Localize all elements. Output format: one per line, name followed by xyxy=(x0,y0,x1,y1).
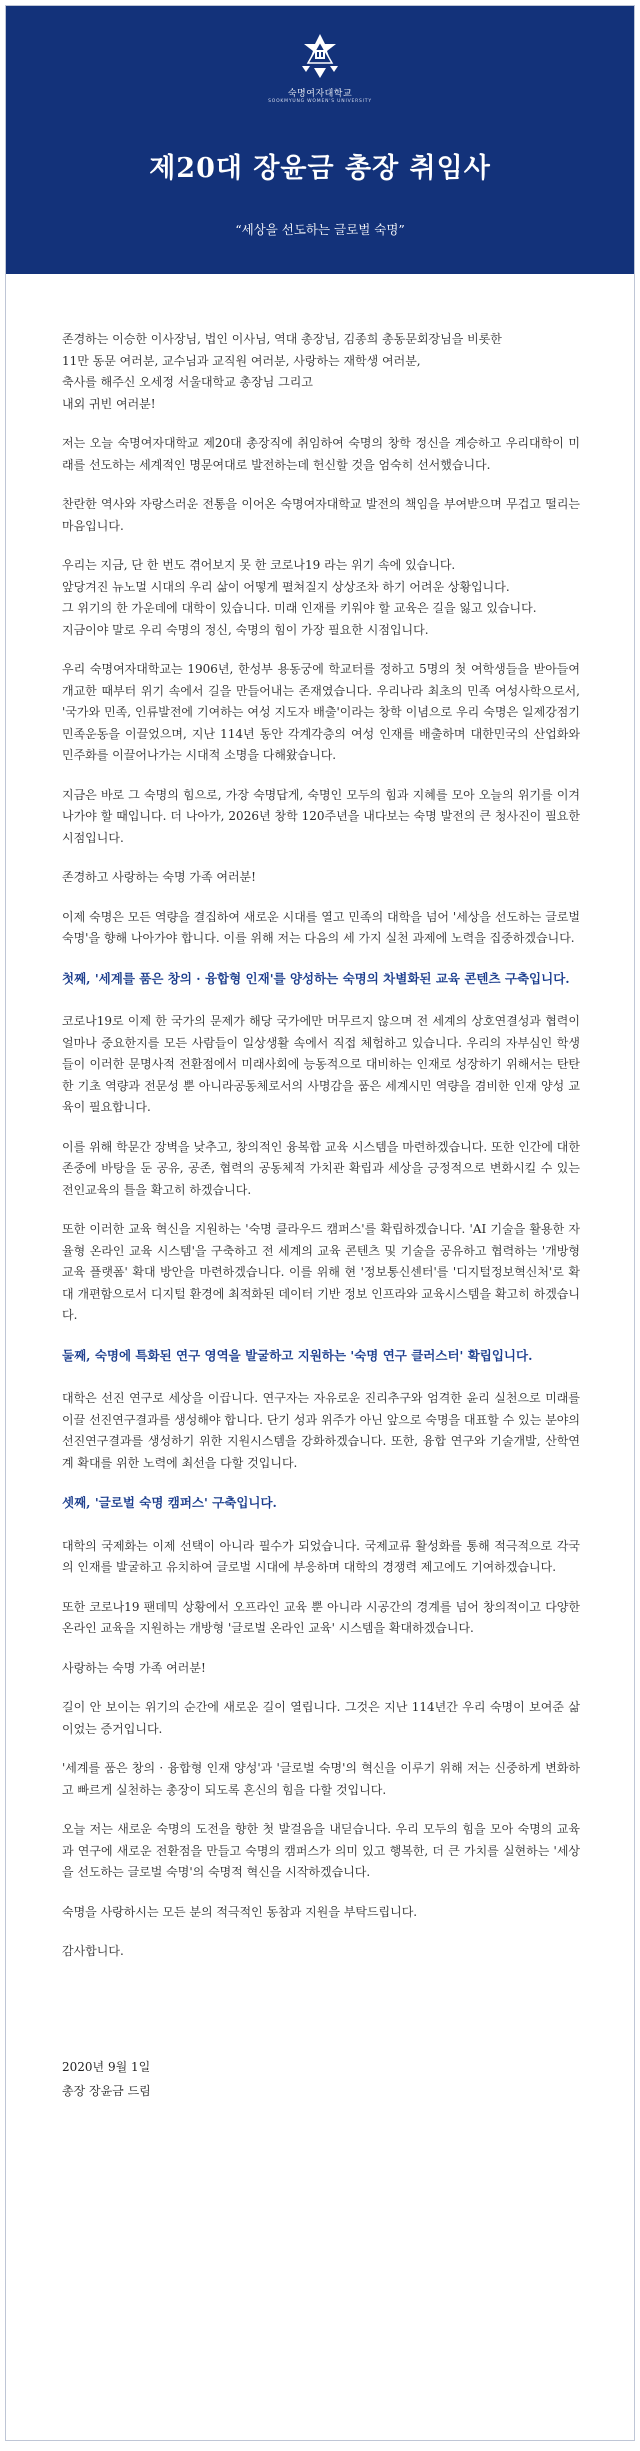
paragraph-line: 대학의 국제화는 이제 선택이 아니라 필수가 되었습니다. 국제교류 활성화를 통해 적극적으로 각국의 인재를 발굴하고 유치하여 글로벌 시대에 부응하며 대학의 경쟁력 제고에도 기여하겠습니다. xyxy=(62,1538,580,1574)
closing-block xyxy=(62,2055,580,2103)
speech-paragraph xyxy=(62,1758,580,1801)
paragraph-line: 이제 숙명은 모든 역량을 결집하여 새로운 시대를 열고 민족의 대학을 넘어 '세상을 선도하는 글로벌 숙명'을 향해 나아가야 합니다. 이를 위해 저는 다음의 세 가지 실천 과제에 노력을 집중하겠습니다. xyxy=(62,909,580,945)
speech-paragraph xyxy=(62,907,580,950)
speech-paragraph xyxy=(62,329,580,415)
speech-paragraph xyxy=(62,494,580,537)
speech-paragraph xyxy=(62,1697,580,1740)
speech-paragraph xyxy=(62,433,580,476)
paragraph-line: 대학은 선진 연구로 세상을 이끕니다. 연구자는 자유로운 진리추구와 엄격한 윤리 실천으로 미래를 이끌 선진연구결과를 생성해야 합니다. 단기 성과 위주가 아닌 앞으로 숙명을 대표할 수 있는 분야의 선진연구결과를 생성하기 위한 지원시스템을 강화하겠습니다. 또한, 융합 연구와 기술개발, 산학연계 확대를 위한 노력에 최선을 다할 것입니다. xyxy=(62,1391,580,1470)
paragraph-line: 찬란한 역사와 자랑스러운 전통을 이어온 숙명여자대학교 발전의 책임을 부여받으며 무겁고 떨리는 마음입니다. xyxy=(62,497,580,533)
paragraph-line: 존경하고 사랑하는 숙명 가족 여러분! xyxy=(62,870,256,884)
paragraph-line: 숙명을 사랑하시는 모든 분의 적극적인 동참과 지원을 부탁드립니다. xyxy=(62,1904,418,1919)
speech-paragraph xyxy=(62,1137,580,1202)
paragraph-line: 또한 코로나19 팬데믹 상황에서 오프라인 교육 뿐 아니라 시공간의 경계를 넘어 창의적이고 다양한 온라인 교육을 지원하는 개방형 '글로벌 온라인 교육' 시스템을 확대하겠습니다. xyxy=(62,1599,580,1635)
speech-paragraph xyxy=(62,1819,580,1884)
page-title: 제20대 장윤금 총장 취임사 xyxy=(149,153,491,184)
speech-paragraph xyxy=(62,867,580,889)
speech-paragraph xyxy=(62,659,580,767)
speech-paragraph xyxy=(62,1219,580,1327)
speech-body xyxy=(6,274,634,1963)
page-subtitle: “세상을 선도하는 글로벌 숙명” xyxy=(235,222,405,237)
paragraph-line: 저는 오늘 숙명여자대학교 제20대 총장직에 취임하여 숙명의 창학 정신을 계승하고 우리대학이 미래를 선도하는 세계적인 명문여대로 발전하는데 헌신할 것을 엄숙히 선서했습니다. xyxy=(62,436,580,472)
paragraph-line: 오늘 저는 새로운 숙명의 도전을 향한 첫 발걸음을 내딛습니다. 우리 모두의 힘을 모아 숙명의 교육과 연구에 새로운 전환점을 만들고 숙명의 캠퍼스가 의미 있고 행복한, 더 큰 가치를 실현하는 '세상을 선도하는 글로벌 숙명'의 숙명적 혁신을 시작하겠습니다. xyxy=(62,1822,580,1879)
paragraph-line: 사랑하는 숙명 가족 여러분! xyxy=(62,1660,206,1675)
paragraph-line: 감사합니다. xyxy=(62,1944,124,1958)
paragraph-line: 또한 이러한 교육 혁신을 지원하는 '숙명 클라우드 캠퍼스'를 확립하겠습니다. 'AI 기술을 활용한 자율형 온라인 교육 시스템'을 구축하고 전 세계의 교육 콘텐츠 및 기술을 공유하고 협력하는 '개방형 교육 플랫폼' 확대 방안을 마련하겠습니다. 이를 위해 현 '정보통신센터'를 '디지털정보혁신처'로 확대 개편함으로서 디지털 환경에 최적화된 데이터 기반 정보 인프라와 교육시스템을 확고히 하겠습니다. xyxy=(62,1222,580,1322)
paragraph-line: 첫째, '세계를 품은 창의 · 융합형 인재'를 양성하는 숙명의 차별화된 교육 콘텐츠 구축입니다. xyxy=(62,970,570,986)
paragraph-line: 길이 안 보이는 위기의 순간에 새로운 길이 열립니다. 그것은 지난 114년간 우리 숙명이 보여준 삶이었는 증거입니다. xyxy=(62,1700,580,1736)
paragraph-line: 이를 위해 학문간 장벽을 낮추고, 창의적인 융복합 교육 시스템을 마련하겠습니다. 또한 인간에 대한 존중에 바탕을 둔 공유, 공존, 협력의 공동체적 가치관 확립과 세상을 긍정적으로 변화시킬 수 있는 전인교육의 틀을 확고히 하겠습니다. xyxy=(62,1139,580,1197)
paragraph-line: 존경하는 이승한 이사장님, 법인 이사님, 역대 총장님, 김종희 총동문회장님을 비롯한 xyxy=(62,332,502,346)
paragraph-line: 그 위기의 한 가운데에 대학이 있습니다. 미래 인재를 키워야 할 교육은 길을 잃고 있습니다. xyxy=(62,601,537,615)
university-name-korean: 숙명여자대학교 xyxy=(287,89,353,99)
speech-paragraph xyxy=(62,1902,580,1924)
paragraph-line: '세계를 품은 창의 · 융합형 인재 양성'과 '글로벌 숙명'의 혁신을 이루기 위해 저는 신중하게 변화하고 빠르게 실천하는 총장이 되도록 혼신의 힘을 다할 것입니다. xyxy=(62,1761,580,1797)
paragraph-line: 둘째, 숙명에 특화된 연구 영역을 발굴하고 지원하는 '숙명 연구 클러스터' 확립입니다. xyxy=(62,1347,533,1363)
paragraph-line: 지금이야 말로 우리 숙명의 정신, 숙명의 힘이 가장 필요한 시점입니다. xyxy=(62,622,429,637)
speech-paragraph xyxy=(62,555,580,641)
section-heading xyxy=(62,1345,580,1367)
university-emblem-icon xyxy=(298,32,342,82)
paragraph-line: 축사를 해주신 오세정 서울대학교 총장님 그리고 xyxy=(62,375,313,389)
speech-paragraph xyxy=(62,785,580,850)
paragraph-line: 내외 귀빈 여러분! xyxy=(62,396,156,411)
speech-paragraph xyxy=(62,1388,580,1474)
paragraph-line: 우리는 지금, 단 한 번도 겪어보지 못 한 코로나19 라는 위기 속에 있습니다. xyxy=(62,558,456,572)
paragraph-line: 지금은 바로 그 숙명의 힘으로, 가장 숙명답게, 숙명인 모두의 힘과 지혜를 모아 오늘의 위기를 이겨나가야 할 때입니다. 더 나아가, 2026년 창학 120주년을 내다보는 숙명 발전의 큰 청사진이 필요한 시점입니다. xyxy=(62,787,580,845)
paragraph-line: 셋째, '글로벌 숙명 캠퍼스' 구축입니다. xyxy=(62,1495,277,1510)
speech-paragraph xyxy=(62,1597,580,1640)
closing-signature: 총장 장윤금 드림 xyxy=(62,2083,151,2098)
speech-paragraph xyxy=(62,1536,580,1579)
section-heading xyxy=(62,1492,580,1514)
paragraph-line: 11만 동문 여러분, 교수님과 교직원 여러분, 사랑하는 재학생 여러분, xyxy=(62,353,421,368)
university-name-english: SOOKMYUNG WOMEN'S UNIVERSITY xyxy=(268,99,372,104)
speech-paragraph xyxy=(62,1658,580,1680)
speech-page xyxy=(5,5,635,2441)
paragraph-line: 앞당겨진 뉴노멀 시대의 우리 삶이 어떻게 펼쳐질지 상상조차 하기 어려운 상황입니다. xyxy=(62,579,510,594)
speech-paragraph xyxy=(62,1011,580,1119)
speech-paragraph xyxy=(62,1941,580,1963)
closing-date: 2020년 9월 1일 xyxy=(62,2059,151,2074)
header-banner xyxy=(6,6,634,274)
paragraph-line: 코로나19로 이제 한 국가의 문제가 해당 국가에만 머무르지 않으며 전 세계의 상호연결성과 협력이 얼마나 중요한지를 모든 사람들이 일상생활 속에서 직접 체험하고 있습니다. 우리의 자부심인 학생들이 이러한 문명사적 전환점에서 미래사회에 능동적으로 대비하는 인재로 성장하기 위해서는 탄탄한 기초 역량과 전문성 뿐 아니라공동체로서의 사명감을 품은 세계시민 역량을 겸비한 인재 양성 교육이 필요합니다. xyxy=(62,1014,580,1114)
paragraph-line: 우리 숙명여자대학교는 1906년, 한성부 용동궁에 학교터를 정하고 5명의 첫 여학생들을 받아들여 개교한 때부터 위기 속에서 길을 만들어내는 존재였습니다. 우리나라 최초의 민족 여성사학으로서, '국가와 민족, 인류발전에 기여하는 여성 지도자 배출'이라는 창학 이념으로 우리 숙명은 일제강점기 민족운동을 이끌었으며, 지난 114년 동안 각계각층의 여성 인재를 배출하며 대한민국의 산업화와 민주화를 이끌어나가는 시대적 소명을 다해왔습니다. xyxy=(62,662,580,762)
section-heading xyxy=(62,968,580,990)
